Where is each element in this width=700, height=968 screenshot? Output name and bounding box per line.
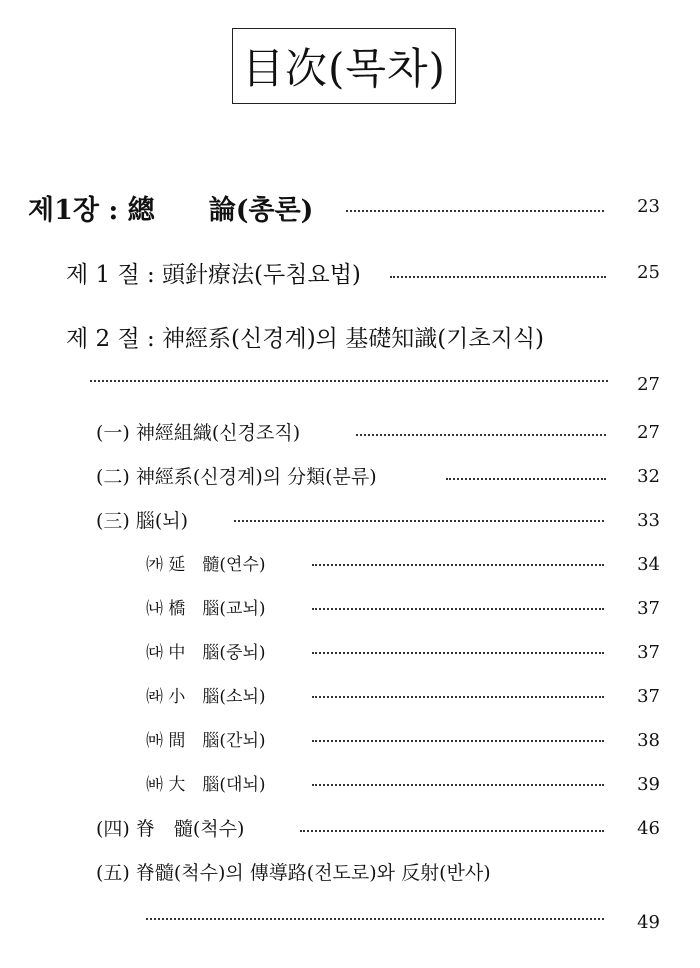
- toc-entry-page: 27: [637, 374, 660, 395]
- toc-leader-dots: [312, 784, 604, 786]
- toc-entry-label: (三) 腦(뇌): [96, 510, 189, 532]
- toc-entry-page: 39: [637, 774, 660, 795]
- toc-entry-item-na: [0, 594, 700, 634]
- toc-entry-sub-1: [0, 418, 700, 458]
- toc-title: 目次(목차): [242, 44, 446, 93]
- toc-entry-sub-4: [0, 814, 700, 854]
- toc-entry-label: (四) 脊 髓(척수): [96, 818, 245, 840]
- toc-entry-page: 32: [637, 466, 660, 487]
- toc-entry-sub-5-continued: [0, 908, 700, 948]
- toc-entry-label: (二) 神經系(신경계)의 分類(분류): [96, 466, 377, 488]
- toc-entry-section-2: [0, 320, 700, 360]
- toc-entry-label: ㈏ 橋 腦(교뇌): [146, 599, 266, 619]
- toc-entry-section-2-continued: [0, 370, 700, 410]
- toc-leader-dots: [312, 740, 604, 742]
- toc-entry-label: 제1장 : 總 論(총론): [28, 195, 314, 226]
- toc-entry-label: (五) 脊髓(척수)의 傳導路(전도로)와 反射(반사): [96, 862, 491, 884]
- toc-entry-item-ba: [0, 770, 700, 810]
- toc-leader-dots: [90, 380, 608, 382]
- toc-entry-item-ra: [0, 682, 700, 722]
- toc-leader-dots: [346, 210, 604, 212]
- toc-entry-page: 37: [637, 642, 660, 663]
- toc-leader-dots: [312, 608, 604, 610]
- toc-entry-page: 25: [637, 262, 660, 283]
- toc-leader-dots: [390, 276, 606, 278]
- toc-entry-page: 46: [637, 818, 660, 839]
- toc-entry-chapter-1: [0, 188, 700, 228]
- toc-entry-label: ㈑ 小 腦(소뇌): [146, 687, 266, 707]
- toc-entry-sub-2: [0, 462, 700, 502]
- toc-entry-label: 제 1 절 : 頭針療法(두침요법): [66, 262, 361, 288]
- toc-entry-item-ga: [0, 550, 700, 590]
- toc-leader-dots: [312, 652, 604, 654]
- toc-title-box: [232, 28, 456, 104]
- toc-leader-dots: [446, 478, 606, 480]
- toc-leader-dots: [234, 520, 604, 522]
- toc-entry-item-ma: [0, 726, 700, 766]
- toc-entry-section-1: [0, 256, 700, 296]
- toc-entry-page: 27: [637, 422, 660, 443]
- toc-leader-dots: [300, 830, 604, 832]
- toc-entry-sub-3: [0, 506, 700, 546]
- toc-leader-dots: [356, 434, 606, 436]
- toc-entry-page: 49: [637, 912, 660, 933]
- toc-entry-label: ㈐ 中 腦(중뇌): [146, 643, 266, 663]
- toc-leader-dots: [146, 918, 604, 920]
- toc-entry-item-da: [0, 638, 700, 678]
- toc-entry-page: 33: [637, 510, 660, 531]
- toc-entry-label: ㈓ 大 腦(대뇌): [146, 775, 266, 795]
- toc-leader-dots: [312, 564, 604, 566]
- toc-entry-page: 38: [637, 730, 660, 751]
- toc-entry-label: (一) 神經組織(신경조직): [96, 422, 301, 444]
- toc-entry-page: 37: [637, 598, 660, 619]
- toc-entry-page: 23: [637, 196, 660, 217]
- toc-entry-page: 34: [637, 554, 660, 575]
- toc-leader-dots: [312, 696, 604, 698]
- toc-entry-label: ㈎ 延 髓(연수): [146, 555, 266, 575]
- toc-entry-page: 37: [637, 686, 660, 707]
- toc-entry-label: ㈒ 間 腦(간뇌): [146, 731, 266, 751]
- toc-entry-sub-5: [0, 858, 700, 898]
- toc-entry-label: 제 2 절 : 神經系(신경계)의 基礎知識(기초지식): [66, 326, 545, 352]
